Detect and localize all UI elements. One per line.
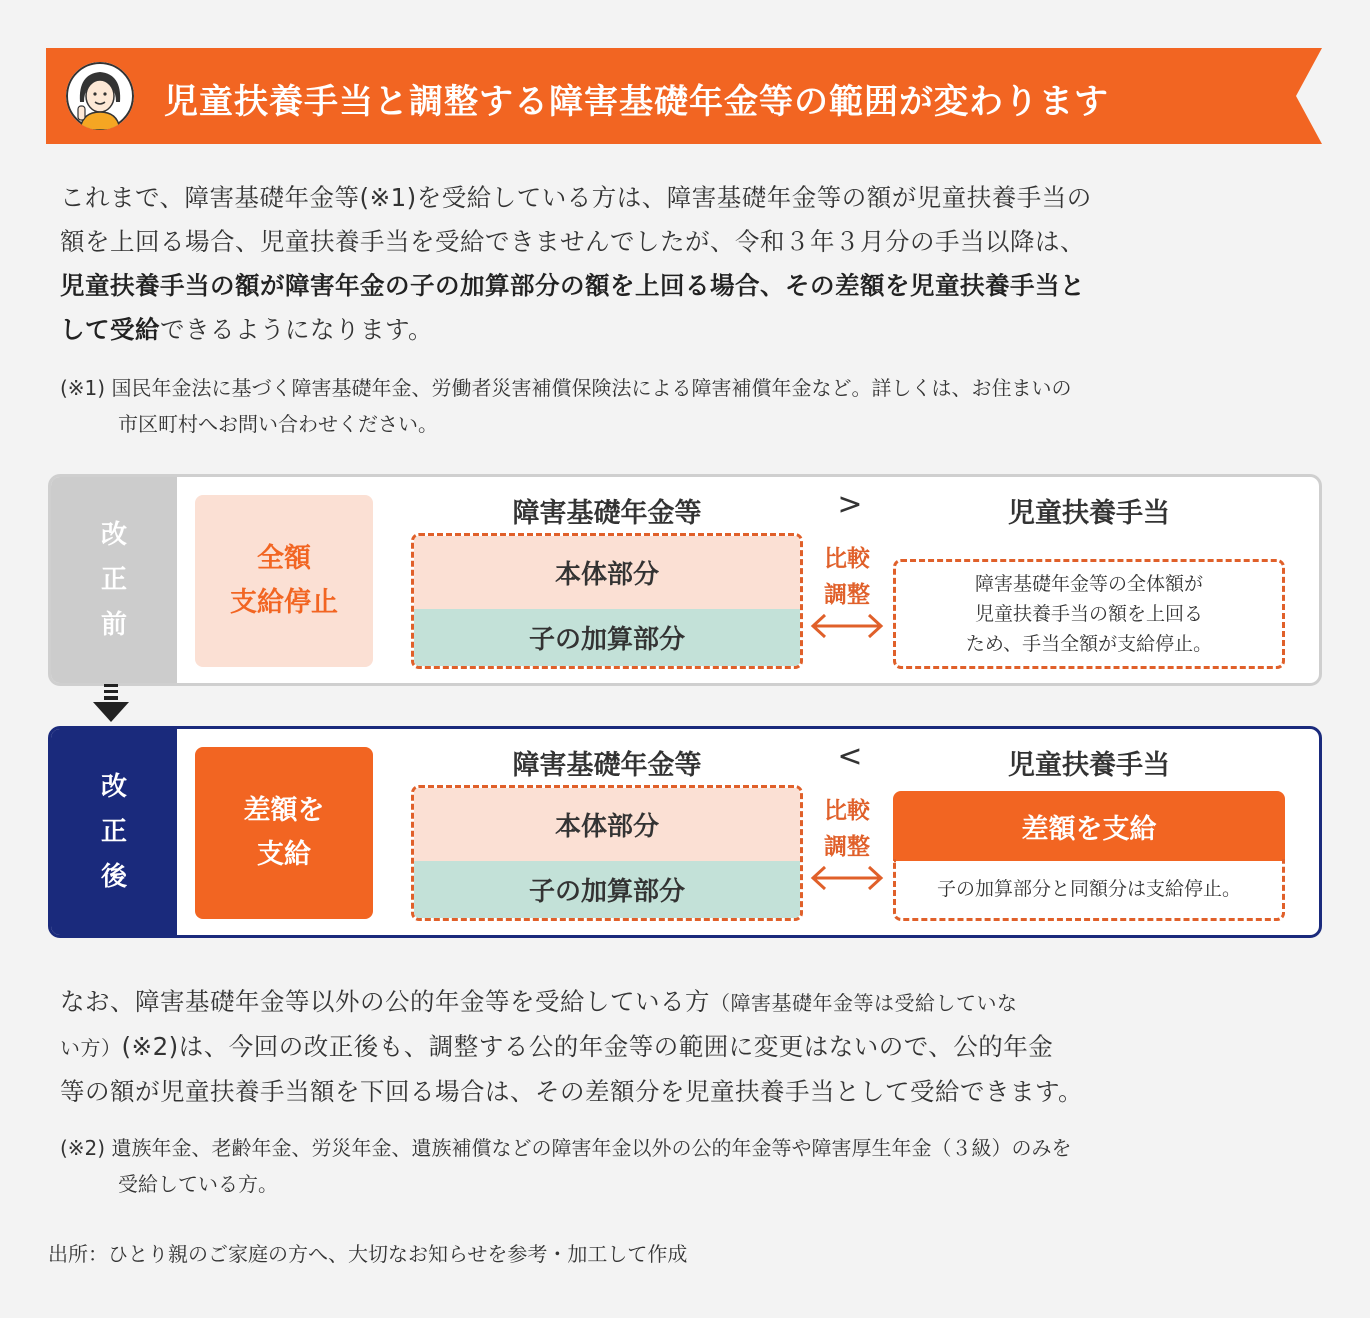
compare-adjust-label: 比較 調整 [824,798,870,860]
pension-heading: 障害基礎年金等 [512,750,702,781]
outro-line-1-small: （障害基礎年金等は受給していな [710,991,1018,1015]
body-part: 本体部分 [414,536,800,609]
pension-heading: 障害基礎年金等 [512,498,702,529]
intro-line-1: これまで、障害基礎年金等(※1)を受給している方は、障害基礎年金等の額が児童扶養手当の [60,183,1092,212]
allowance-heading: 児童扶養手当 [1008,750,1170,781]
compare-symbol: < [837,739,863,774]
difference-paid-box: 差額を支給 [893,791,1285,861]
after-side-label: 改 正 後 [51,729,177,935]
outro-line-2-small: い方） [60,1036,122,1060]
footnote-2-line-2: 受給している方。 [118,1172,278,1196]
outro-paragraph [60,980,1083,1114]
footnote-1 [60,370,1071,442]
title-banner [46,48,1322,144]
pension-box [411,785,803,921]
compare-adjust-label: 比較 調整 [824,546,870,608]
person-avatar-icon [66,62,134,130]
intro-line-2: 額を上回る場合、児童扶養手当を受給できませんでしたが、令和３年３月分の手当以降は、 [60,227,1085,256]
intro-line-4-bold: して受給 [60,315,160,344]
intro-line-4-rest: できるようになります。 [160,315,434,344]
intro-paragraph [60,176,1092,352]
before-result-box: 障害基礎年金等の全体額が 児童扶養手当の額を上回る ため、手当全額が支給停止。 [893,559,1285,669]
footnote-1-line-1: (※1) 国民年金法に基づく障害基礎年金、労働者災害補償保険法による障害補償年金など。詳しくは、お住まいの [60,376,1072,400]
child-addition-part: 子の加算部分 [414,609,800,666]
allowance-heading: 児童扶養手当 [1008,498,1170,529]
body-part: 本体部分 [414,788,800,861]
before-status-box: 全額 支給停止 [195,495,373,667]
double-arrow-icon [807,611,887,641]
after-revision-panel [48,726,1322,938]
double-arrow-icon [807,863,887,893]
footnote-1-line-2: 市区町村へお問い合わせください。 [118,412,438,436]
after-status-box: 差額を 支給 [195,747,373,919]
after-result-box: 子の加算部分と同額分は支給停止。 [893,859,1285,921]
outro-line-1: なお、障害基礎年金等以外の公的年金等を受給している方 [60,987,710,1016]
down-arrow-icon [92,684,130,724]
outro-line-2: (※2)は、今回の改正後も、調整する公的年金等の範囲に変更はないので、公的年金 [121,1032,1054,1061]
pension-box [411,533,803,669]
before-side-label: 改 正 前 [51,477,177,683]
outro-line-3: 等の額が児童扶養手当額を下回る場合は、その差額分を児童扶養手当として受給できます。 [60,1077,1084,1106]
footnote-2 [60,1130,1071,1202]
compare-symbol: > [837,487,863,522]
before-revision-panel [48,474,1322,686]
footnote-2-line-1: (※2) 遺族年金、老齢年金、労災年金、遺族補償などの障害年金以外の公的年金等や障害厚生年金（３級）のみを [60,1136,1072,1160]
source-credit: 出所：ひとり親のご家庭の方へ、大切なお知らせを参考・加工して作成 [48,1242,688,1266]
intro-line-3-bold: 児童扶養手当の額が障害年金の子の加算部分の額を上回る場合、その差額を児童扶養手当と [60,271,1085,300]
page-title: 児童扶養手当と調整する障害基礎年金等の範囲が変わります [164,82,1109,122]
child-addition-part: 子の加算部分 [414,861,800,918]
